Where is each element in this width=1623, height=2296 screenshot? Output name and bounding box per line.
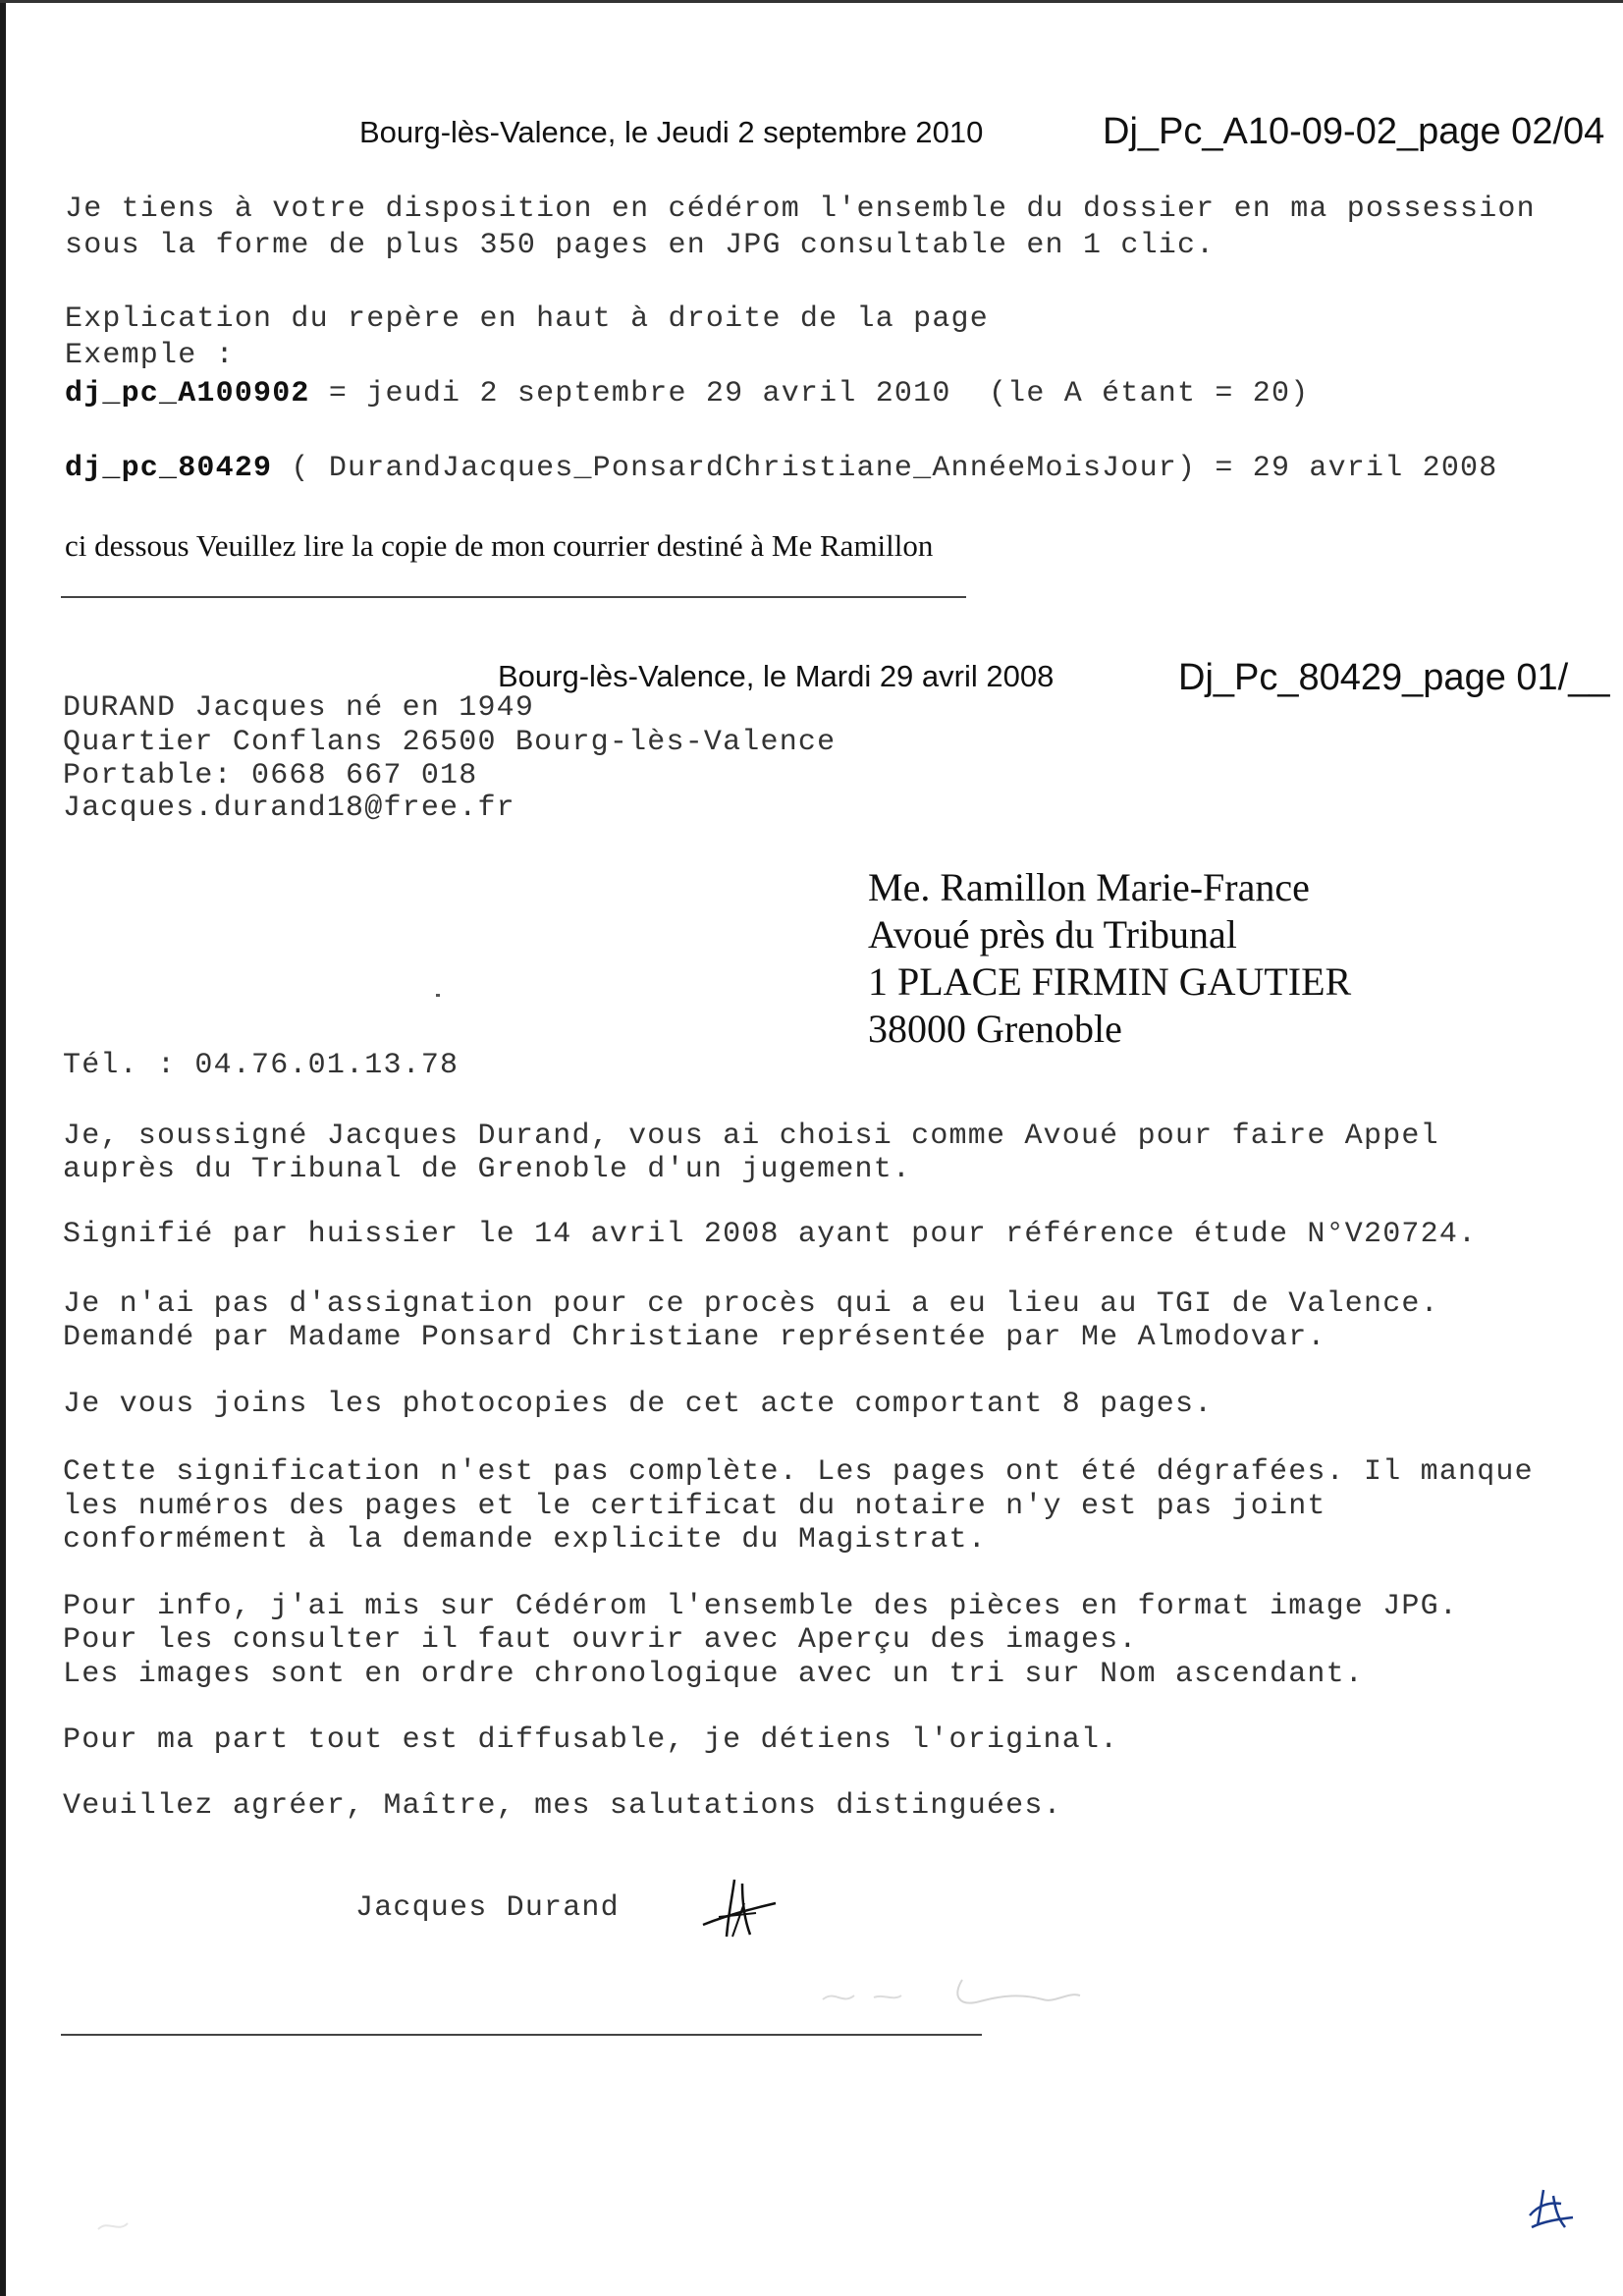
paragraph-6-line-1: Pour info, j'ai mis sur Cédérom l'ensemble des pièces en format image JPG. xyxy=(63,1590,1459,1623)
explanation-line-2: Exemple : xyxy=(65,339,235,372)
paragraph-3-line-1: Je n'ai pas d'assignation pour ce procès qui a eu lieu au TGI de Valence. xyxy=(63,1287,1439,1321)
example-1-code: dj_pc_A100902 xyxy=(65,377,310,410)
example-2-text: ( DurandJacques_PonsardChristiane_AnnéeMoisJour) = 29 avril 2008 xyxy=(272,452,1498,485)
paragraph-6-line-3: Les images sont en ordre chronologique avec un tri sur Nom ascendant. xyxy=(63,1658,1365,1691)
paragraph-6-line-2: Pour les consulter il faut ouvrir avec Aperçu des images. xyxy=(63,1623,1138,1657)
sender-line-2: Quartier Conflans 26500 Bourg-lès-Valence xyxy=(63,726,837,759)
closing-line: Veuillez agréer, Maître, mes salutations distinguées. xyxy=(63,1789,1062,1823)
example-1 xyxy=(65,377,1309,410)
recipient-line-2: Avoué près du Tribunal xyxy=(868,912,1237,957)
header-reference: Dj_Pc_A10-09-02_page 02/04 xyxy=(1103,111,1605,152)
faint-signature-trace-icon xyxy=(815,1966,1100,2015)
scan-speck xyxy=(436,994,440,997)
intro-line-1: Je tiens à votre disposition en cédérom l'ensemble du dossier en ma possession xyxy=(65,192,1536,226)
recipient-line-1: Me. Ramillon Marie-France xyxy=(868,865,1310,909)
scan-top-edge xyxy=(0,0,1623,3)
paragraph-1-line-1: Je, soussigné Jacques Durand, vous ai choisi comme Avoué pour faire Appel xyxy=(63,1120,1439,1153)
read-below-note: ci dessous Veuillez lire la copie de mon courrier destiné à Me Ramillon xyxy=(65,528,934,563)
paragraph-5-line-2: les numéros des pages et le certificat du notaire n'y est pas joint xyxy=(63,1490,1326,1523)
intro-line-2: sous la forme de plus 350 pages en JPG consultable en 1 clic. xyxy=(65,229,1216,262)
letter-date: Bourg-lès-Valence, le Mardi 29 avril 2008 xyxy=(498,659,1055,693)
recipient-line-3: 1 PLACE FIRMIN GAUTIER xyxy=(868,959,1352,1004)
paragraph-5-line-1: Cette signification n'est pas complète. Les pages ont été dégrafées. Il manque xyxy=(63,1455,1534,1489)
paragraph-5-line-3: conformément à la demande explicite du Magistrat. xyxy=(63,1523,987,1557)
recipient-line-4: 38000 Grenoble xyxy=(868,1007,1122,1051)
initials-mark-icon xyxy=(1522,2176,1581,2235)
header-date: Bourg-lès-Valence, le Jeudi 2 septembre 2010 xyxy=(359,115,984,149)
sender-email: Jacques.durand18@free.fr xyxy=(63,792,515,825)
scan-edge xyxy=(0,0,6,2296)
paragraph-4-line-1: Je vous joins les photocopies de cet acte comportant 8 pages. xyxy=(63,1388,1214,1421)
signature-name: Jacques Durand xyxy=(355,1891,620,1925)
paragraph-3-line-2: Demandé par Madame Ponsard Christiane représentée par Me Almodovar. xyxy=(63,1321,1326,1354)
paragraph-2-line-1: Signifié par huissier le 14 avril 2008 ayant pour référence étude N°V20724. xyxy=(63,1218,1478,1251)
sender-line-3: Portable: 0668 667 018 xyxy=(63,759,478,793)
paragraph-1-line-2: auprès du Tribunal de Grenoble d'un jugement. xyxy=(63,1153,912,1186)
recipient-phone: Tél. : 04.76.01.13.78 xyxy=(63,1049,460,1082)
letter-reference: Dj_Pc_80429_page 01/__ xyxy=(1178,657,1610,698)
divider-bottom xyxy=(61,2034,982,2036)
example-1-text: = jeudi 2 septembre 29 avril 2010 (le A étant = 20) xyxy=(309,377,1310,410)
faint-scan-mark-icon xyxy=(88,2200,147,2249)
sender-line-1: DURAND Jacques né en 1949 xyxy=(63,691,535,725)
paragraph-7-line-1: Pour ma part tout est diffusable, je détiens l'original. xyxy=(63,1723,1119,1757)
example-2-code: dj_pc_80429 xyxy=(65,452,273,485)
handwritten-signature-icon xyxy=(693,1874,782,1942)
explanation-line-1: Explication du repère en haut à droite de la page xyxy=(65,302,989,336)
example-2 xyxy=(65,452,1497,485)
divider-top xyxy=(61,596,966,598)
